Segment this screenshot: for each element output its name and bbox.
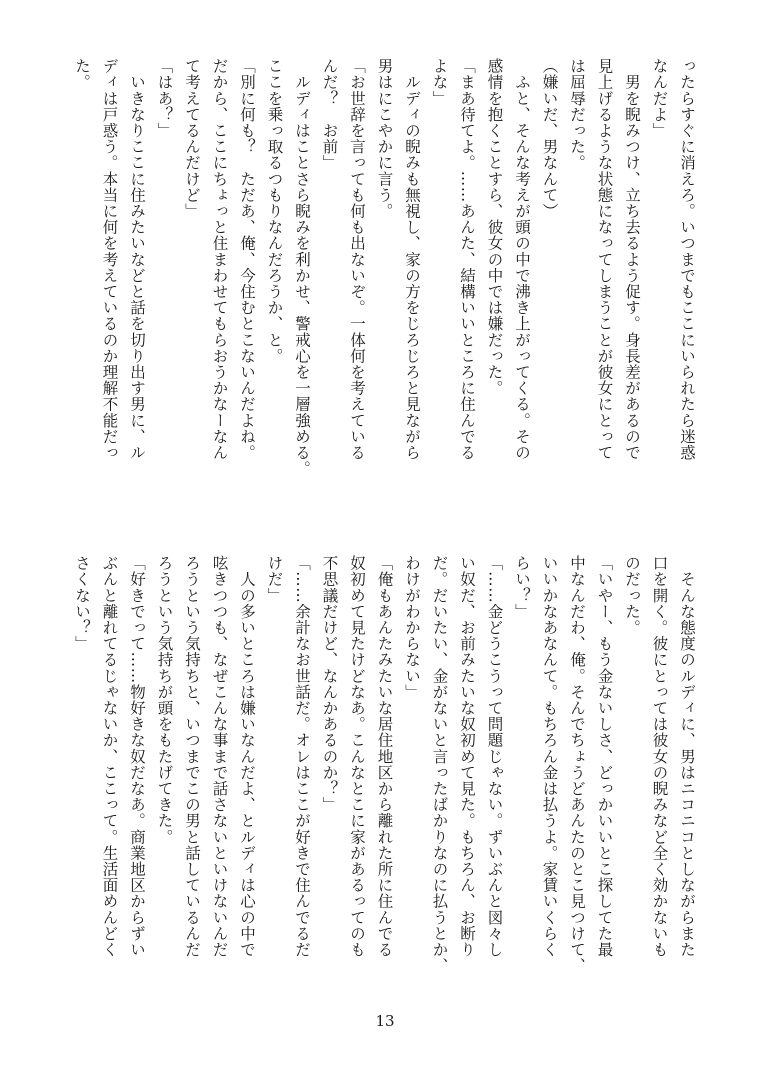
text-line: ルディの睨みも無視し、家の方をじろじろと見ながら xyxy=(403,58,421,461)
text-line: 「まあ待てよ。……あんた、結構いいところに住んでる xyxy=(458,58,476,461)
text-line: 感情を抱くことすら、彼女の中では嫌だった。 xyxy=(485,58,504,397)
text-line: 人の多いところは嫌いなんだよ、とルディは心の中で xyxy=(238,555,256,958)
text-line: 「……余計なお世話だ。オレはここが好きで住んでるだ xyxy=(293,555,311,958)
text-line: そんな態度のルディに、男はニコニコとしながらまた xyxy=(678,555,696,958)
text-line: 口を開く。彼にとっては彼女の睨みなど全く効かないも xyxy=(650,555,669,958)
text-line: 呟きつつも、なぜこんな事まで話さないといけないんだ xyxy=(210,555,229,958)
text-line: た。 xyxy=(73,58,91,91)
text-line: 「……金どうこうって問題じゃない。ずいぶんと図々し xyxy=(485,555,504,958)
text-line: のだった。 xyxy=(623,555,641,636)
text-line: いきなりここに住みたいなどと話を切り出す男に、ル xyxy=(128,58,146,461)
text-line: 男を睨みつけ、立ち去るよう促す。身長差があるので xyxy=(623,58,641,461)
text-line: （嫌いだ、男なんて） xyxy=(540,58,559,219)
text-line: 「お世辞を言っても何も出ないぞ。一体何を考えている xyxy=(348,58,366,461)
text-line: だ。だいたい、金がないと言ったばかりなのに払うとか、 xyxy=(430,555,449,974)
text-line: らい？」 xyxy=(513,555,531,620)
text-line: 奴初めて見たけどなあ。こんなとこに家があるってのも xyxy=(348,555,366,958)
text-line: さくない？」 xyxy=(73,555,91,652)
text-line: よな」 xyxy=(430,58,449,107)
text-line: なんだよ」 xyxy=(650,58,669,139)
text-line: ったらすぐに消えろ。いつまでもここにいられたら迷惑 xyxy=(678,58,696,461)
text-line: は屈辱だった。 xyxy=(568,58,586,171)
text-line: て考えてるんだけど」 xyxy=(183,58,201,219)
text-line: ふと、そんな考えが頭の中で沸き上がってくる。その xyxy=(513,58,531,461)
text-line: 「好きでって……物好きな奴だなあ。商業地区からずい xyxy=(128,555,146,958)
text-line: ろうという気持ちと、いつまでこの男と話しているんだ xyxy=(183,555,201,958)
text-line: わけがわからない」 xyxy=(403,555,421,700)
text-line: ディは戸惑う。本当に何を考えているのか理解不能だっ xyxy=(100,58,119,461)
text-block-bottom xyxy=(68,555,701,995)
text-line: んだ？ お前」 xyxy=(320,58,339,171)
text-line: い奴だ、お前みたいな奴初めて見た。もちろん、お断り xyxy=(458,555,476,958)
text-line: だから、ここにちょっと住まわせてもらおうかなーなん xyxy=(210,58,229,461)
text-line: 中なんだわ、俺。そんでちょうどあんたのとこ見つけて、 xyxy=(568,555,586,974)
text-line: 見上げるような状態になってしまうことが彼女にとって xyxy=(595,58,614,461)
text-line: 「俺もあんたみたいな居住地区から離れた所に住んでる xyxy=(375,555,394,958)
text-line: ぶんと離れてるじゃないか、ここって。生活面めんどく xyxy=(100,555,119,958)
text-line: 不思議だけど、なんかあるのか？」 xyxy=(320,555,339,813)
text-line: 「別に何も？ ただあ、俺、今住むとこないんだよね。 xyxy=(238,58,256,461)
text-block-top xyxy=(68,58,701,498)
text-line: ここを乗っ取るつもりなんだろうか、と。 xyxy=(265,58,284,364)
page-number: 13 xyxy=(375,1012,395,1030)
text-line: いいかなあなんて。もちろん金は払うよ。家賃いくらく xyxy=(540,555,559,958)
text-line: 「いやー、もう金ないしさ、どっかいいとこ探してた最 xyxy=(595,555,614,958)
text-line: 男はにこやかに言う。 xyxy=(375,58,394,219)
text-line: ルディはことさら睨みを利かせ、警戒心を一層強める。 xyxy=(293,58,311,477)
text-line: ろうという気持ちが頭をもたげてきた。 xyxy=(155,555,174,845)
text-line: 「はあ？」 xyxy=(155,58,174,139)
text-line: けだ」 xyxy=(265,555,284,604)
